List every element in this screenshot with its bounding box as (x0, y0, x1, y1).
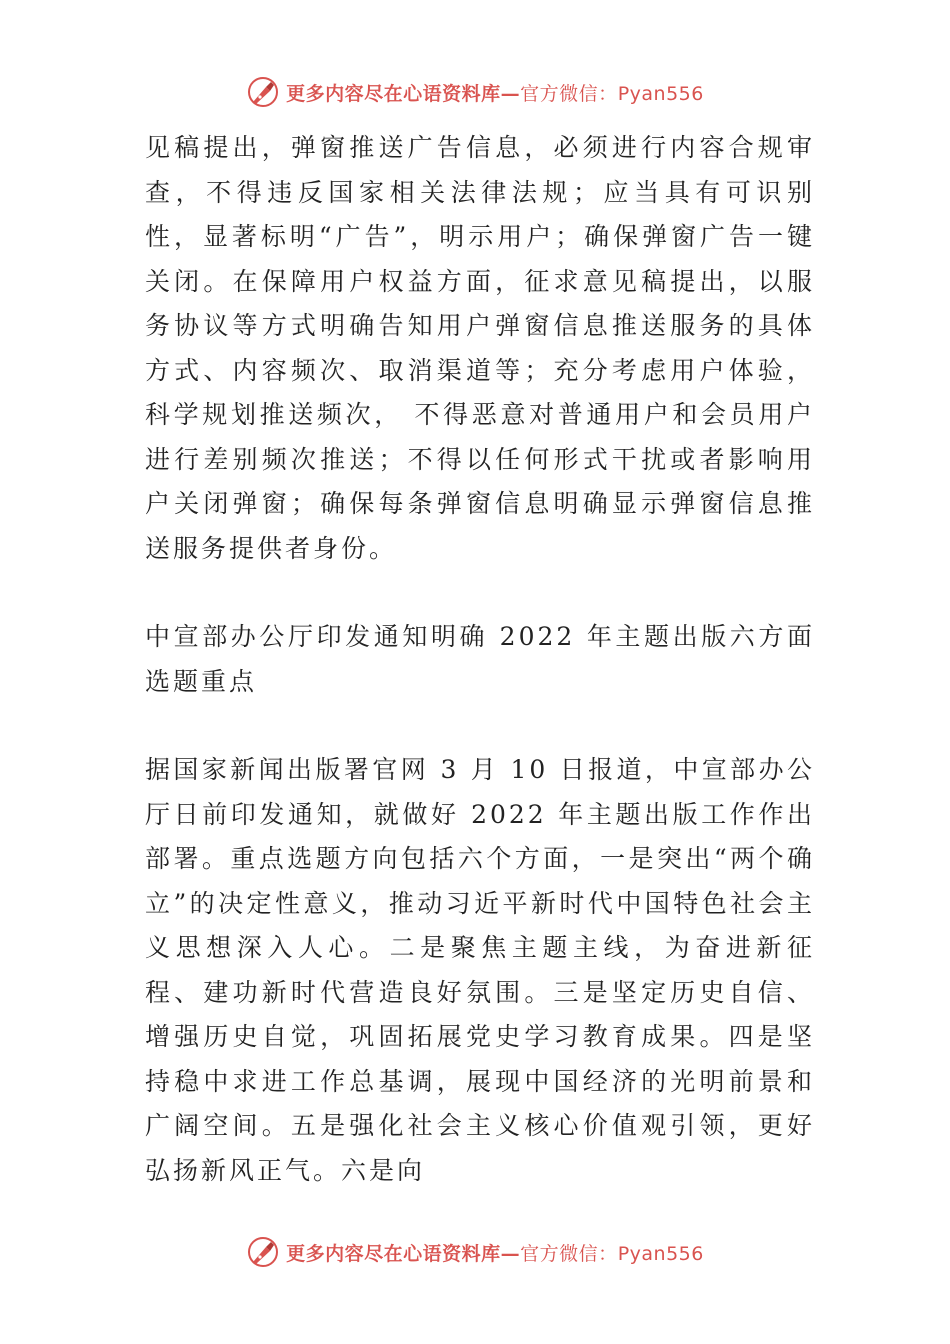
header-banner-text (286, 79, 704, 106)
paragraph-popup-ads: 见稿提出，弹窗推送广告信息，必须进行内容合规审查，不得违反国家相关法律法规；应当具有可识别性，显著标明“广告”，明示用户；确保弹窗广告一键关闭。在保障用户权益方面，征求意见稿提出，以服务协议等方式明确告知用户弹窗信息推送服务的具体方式、内容频次、取消渠道等；充分考虑用户体验，科学规划推送频次， 不得恶意对普通用户和会员用户进行差别频次推送；不得以任何形式干扰或者影响用户关闭弹窗；确保每条弹窗信息明确显示弹窗信息推送服务提供者身份。 (145, 133, 815, 563)
paragraph-spacer (145, 704, 815, 748)
paragraph-theme-publishing: 据国家新闻出版署官网 3 月 10 日报道，中宣部办公厅日前印发通知，就做好 2022 年主题出版工作作出部署。重点选题方向包括六个方面，一是突出“两个确立”的决定性意义，推动习近平新时代中国特色社会主义思想深入人心。二是聚焦主题主线，为奋进新征程、建功新时代营造良好氛围。三是坚定历史自信、增强历史自觉，巩固拓展党史学习教育成果。四是坚持稳中求进工作总基调，展现中国经济的光明前景和广阔空间。五是强化社会主义核心价值观引领，更好弘扬新风正气。六是向 (145, 755, 815, 1185)
header-banner-wx-label: 官方微信： (520, 82, 618, 105)
header-banner-main: 更多内容尽在心语资料库 (286, 82, 501, 105)
section-heading: 中宣部办公厅印发通知明确 2022 年主题出版六方面选题重点 (145, 622, 815, 696)
header-banner-wx-id: Pyan556 (617, 82, 704, 105)
footer-banner-wx-id: Pyan556 (617, 1242, 704, 1265)
footer-banner-text (286, 1239, 704, 1266)
paragraph-spacer (145, 571, 815, 615)
footer-watermark-banner (0, 1232, 950, 1272)
footer-banner-sep: — (500, 1242, 521, 1265)
footer-banner-main: 更多内容尽在心语资料库 (286, 1242, 501, 1265)
header-banner-sep: — (500, 82, 521, 105)
header-watermark-banner (0, 72, 950, 112)
footer-banner-wx-label: 官方微信： (520, 1242, 618, 1265)
fountain-pen-logo-icon (246, 75, 280, 109)
document-body (145, 126, 815, 1193)
fountain-pen-logo-icon (246, 1235, 280, 1269)
